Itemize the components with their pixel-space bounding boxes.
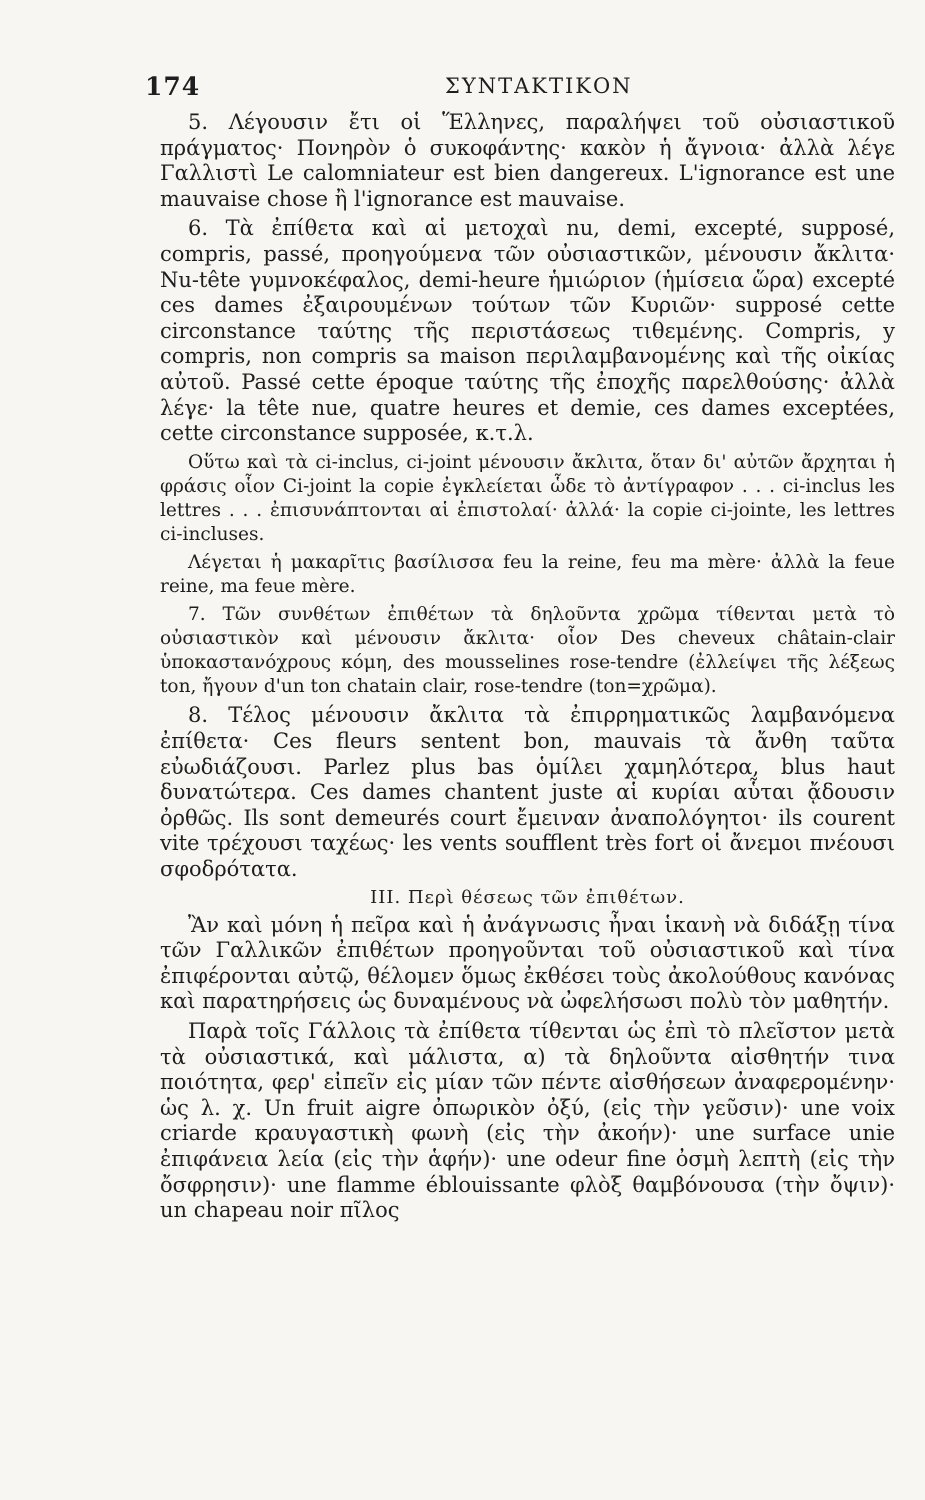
paragraph-6: 6. Τὰ ἐπίθετα καὶ αἱ μετοχαὶ nu, demi, excepté, supposé, compris, passé, προηγούμενα τῶν οὐσιαστικῶν, μένουσιν ἄκλιτα· Nu-tête γυμνοκέφαλος, demi-heure ἡμιώριον (ἡμίσεια ὥρα) excepté ces dames ἐξαιρουμένων τούτων τῶν Κυριῶν· supposé cette circonstance ταύτης τῆς περιστάσεως τιθεμένης. Compris, y compris, non compris sa maison περιλαμβανομένης καὶ τῆς οἰκίας αὐτοῦ. Passé cette époque ταύτης τῆς ἐποχῆς παρελθούσης· ἀλλὰ λέγε· la tête nue, quatre heures et demie, ces dames exceptées, cette circonstance supposée, κ.τ.λ. bbox=[160, 216, 895, 446]
page-number: 174 bbox=[145, 72, 201, 101]
body-text bbox=[160, 110, 895, 1228]
page-header bbox=[145, 72, 785, 102]
note-feu: Λέγεται ἡ μακαρῖτις βασίλισσα feu la reine, feu ma mère· ἀλλὰ la feue reine, ma feue mère. bbox=[160, 552, 895, 598]
section-heading: III. Περὶ θέσεως τῶν ἐπιθέτων. bbox=[370, 886, 685, 908]
paragraph-7: 7. Τῶν συνθέτων ἐπιθέτων τὰ δηλοῦντα χρῶμα τίθενται μετὰ τὸ οὐσιαστικὸν καὶ μένουσιν ἄκλιτα· οἷον Des cheveux châtain-clair ὑποκαστανόχρους κόμη, des mousselines rose-tendre (ἐλλείψει τῆς λέξεως ton, ἤγουν d'un ton chatain clair, rose-tendre (ton=χρῶμα). bbox=[160, 604, 895, 698]
running-head: ΣΥΝΤΑΚΤΙΚΟΝ bbox=[445, 74, 633, 98]
paragraph-placement-intro: Ἂν καὶ μόνη ἡ πεῖρα καὶ ἡ ἀνάγνωσις ἦναι ἱκανὴ νὰ διδάξῃ τίνα τῶν Γαλλικῶν ἐπιθέτων προηγοῦνται τοῦ οὐσιαστικοῦ καὶ τίνα ἐπιφέρονται αὐτῷ, θέλομεν ὅμως ἐκθέσει τοὺς ἀκολούθους κανόνας καὶ παρατηρήσεις ὡς δυναμένους νὰ ὠφελήσωσι πολὺ τὸν μαθητήν. bbox=[160, 912, 895, 1014]
note-ci-inclus: Οὕτω καὶ τὰ ci-inclus, ci-joint μένουσιν ἄκλιτα, ὅταν δι' αὐτῶν ἄρχηται ἡ φράσις οἷον Ci-joint la copie ἐγκλείεται ὧδε τὸ ἀντίγραφον . . . ci-inclus les lettres . . . ἐπισυνάπτονται αἱ ἐπιστολαί· ἀλλά· la copie ci-jointe, les lettres ci-incluses. bbox=[160, 451, 895, 546]
paragraph-placement-rule: Παρὰ τοῖς Γάλλοις τὰ ἐπίθετα τίθενται ὡς ἐπὶ τὸ πλεῖστον μετὰ τὰ οὐσιαστικά, καὶ μάλιστα, α) τὰ δηλοῦντα αἰσθητήν τινα ποιότητα, φερ' εἰπεῖν εἰς μίαν τῶν πέντε αἰσθήσεων ἀναφερομένην· ὡς λ. χ. Un fruit aigre ὀπωρικὸν ὀξύ, (εἰς τὴν γεῦσιν)· une voix criarde κραυγαστικὴ φωνὴ (εἰς τὴν ἀκοήν)· une surface unie ἐπιφάνεια λεία (εἰς τὴν ἁφήν)· une odeur fine ὀσμὴ λεπτὴ (εἰς τὴν ὄσφρησιν)· une flamme éblouissante φλὸξ θαμβόνουσα (τὴν ὄψιν)· un chapeau noir πῖλος bbox=[160, 1019, 895, 1223]
paragraph-8: 8. Τέλος μένουσιν ἄκλιτα τὰ ἐπιρρηματικῶς λαμβανόμενα ἐπίθετα· Ces fleurs sentent bon, mauvais τὰ ἄνθη ταῦτα εὐωδιάζουσι. Parlez plus bas ὁμίλει χαμηλότερα, blus haut δυνατώτερα. Ces dames chantent juste αἱ κυρίαι αὗται ᾄδουσιν ὀρθῶς. Ils sont demeurés court ἔμειναν ἀναπολόγητοι· ils courent vite τρέχουσι ταχέως· les vents soufflent très fort οἱ ἄνεμοι πνέουσι σφοδρότατα. bbox=[160, 703, 895, 882]
paragraph-5: 5. Λέγουσιν ἔτι οἱ Ἕλληνες, παραλήψει τοῦ οὐσιαστικοῦ πράγματος· Πονηρὸν ὁ συκοφάντης· κακὸν ἡ ἄγνοια· ἀλλὰ λέγε Γαλλιστὶ Le calomniateur est bien dangereux. L'ignorance est une mauvaise chose ἢ l'ignorance est mauvaise. bbox=[160, 110, 895, 211]
